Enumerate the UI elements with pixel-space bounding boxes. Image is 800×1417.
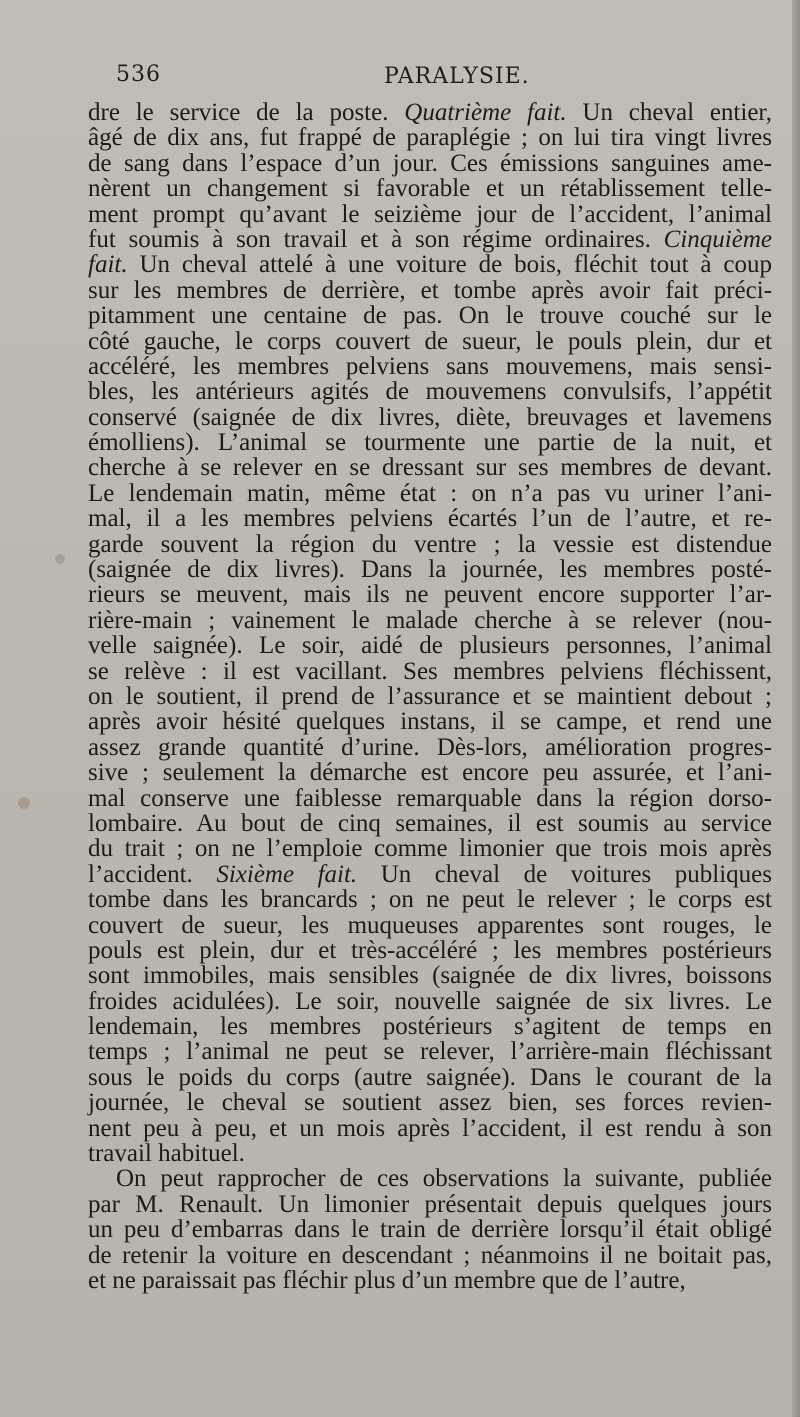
text-line: lendemain, les membres postérieurs s’agitent de temps en bbox=[88, 1013, 772, 1041]
page-edge-shadow bbox=[792, 0, 800, 1417]
text-line: on le soutient, il prend de l’assurance et se maintient debout ; bbox=[88, 682, 772, 710]
text-line: du trait ; on ne l’emploie comme limonier que trois mois après bbox=[88, 835, 772, 863]
text-line: fut soumis à son travail et à son régime ordinaires. Cinquième bbox=[88, 225, 772, 253]
text-line: accéléré, les membres pelviens sans mouvemens, mais sensi- bbox=[88, 352, 772, 380]
text-line: et ne paraissait pas fléchir plus d’un membre que de l’autre, bbox=[88, 1266, 686, 1294]
text-line: pitamment une centaine de pas. On le trouve couché sur le bbox=[88, 302, 772, 330]
text-line: fait. Un cheval attelé à une voiture de bois, fléchit tout à coup bbox=[88, 251, 772, 279]
text-line: sur les membres de derrière, et tombe après avoir fait préci- bbox=[88, 276, 772, 304]
text-line: mal, il a les membres pelviens écartés l’un de l’autre, et re- bbox=[88, 505, 772, 533]
text-line: velle saignée). Le soir, aidé de plusieurs personnes, l’animal bbox=[88, 632, 772, 660]
text-line: sive ; seulement la démarche est encore peu assurée, et l’ani- bbox=[88, 759, 772, 787]
text-line: pouls est plein, dur et très-accéléré ; les membres postérieurs bbox=[88, 936, 772, 964]
text-line: Le lendemain matin, même état : on n’a pas vu uriner l’ani- bbox=[88, 479, 772, 507]
text-line: l’accident. Sixième fait. Un cheval de voitures publiques bbox=[88, 860, 772, 888]
text-line: lombaire. Au bout de cinq semaines, il est soumis au service bbox=[88, 809, 772, 837]
text-line: émolliens). L’animal se tourmente une partie de la nuit, et bbox=[88, 429, 772, 457]
text-line: On peut rapprocher de ces observations la suivante, publiée bbox=[116, 1165, 772, 1193]
body-text bbox=[88, 100, 772, 1293]
text-line: journée, le cheval se soutient assez bien, ses forces revien- bbox=[88, 1089, 772, 1117]
text-line: garde souvent la région du ventre ; la vessie est distendue bbox=[88, 530, 772, 558]
text-line: âgé de dix ans, fut frappé de paraplégie ; on lui tira vingt livres bbox=[88, 124, 772, 152]
text-line: de sang dans l’espace d’un jour. Ces émissions sanguines ame- bbox=[88, 149, 772, 177]
text-line: nèrent un changement si favorable et un rétablissement telle- bbox=[88, 175, 772, 203]
text-line: cherche à se relever en se dressant sur ses membres de devant. bbox=[88, 454, 772, 482]
text-line: un peu d’embarras dans le train de derrière lorsqu’il était obligé bbox=[88, 1216, 772, 1244]
paragraph bbox=[88, 1166, 772, 1293]
paper-stain bbox=[18, 797, 30, 809]
paper-stain bbox=[55, 554, 65, 564]
text-line: rière-main ; vainement le malade cherche à se relever (nou- bbox=[88, 606, 772, 634]
running-header bbox=[116, 62, 676, 96]
text-line: assez grande quantité d’urine. Dès-lors, amélioration progres- bbox=[88, 733, 772, 761]
text-line: travail habituel. bbox=[88, 1140, 245, 1168]
text-line: côté gauche, le corps couvert de sueur, le pouls plein, dur et bbox=[88, 327, 772, 355]
text-line: nent peu à peu, et un mois après l’accident, il est rendu à son bbox=[88, 1114, 772, 1142]
paragraph bbox=[88, 100, 772, 1166]
text-line: temps ; l’animal ne peut se relever, l’arrière-main fléchissant bbox=[88, 1038, 772, 1066]
text-line: bles, les antérieurs agités de mouvemens convulsifs, l’appétit bbox=[88, 378, 772, 406]
text-line: (saignée de dix livres). Dans la journée, les membres posté- bbox=[88, 556, 772, 584]
text-line: par M. Renault. Un limonier présentait depuis quelques jours bbox=[88, 1190, 772, 1218]
running-title: PARALYSIE. bbox=[384, 64, 530, 89]
page-number: 536 bbox=[116, 62, 161, 87]
text-line: couvert de sueur, les muqueuses apparentes sont rouges, le bbox=[88, 911, 772, 939]
text-line: se relève : il est vacillant. Ses membres pelviens fléchissent, bbox=[88, 657, 772, 685]
text-line: sous le poids du corps (autre saignée). Dans le courant de la bbox=[88, 1063, 772, 1091]
text-line: froides acidulées). Le soir, nouvelle saignée de six livres. Le bbox=[88, 987, 772, 1015]
text-line: tombe dans les brancards ; on ne peut le relever ; le corps est bbox=[88, 886, 772, 914]
text-line: de retenir la voiture en descendant ; néanmoins il ne boitait pas, bbox=[88, 1241, 772, 1269]
text-line: sont immobiles, mais sensibles (saignée de dix livres, boissons bbox=[88, 962, 772, 990]
text-line: dre le service de la poste. Quatrième fait. Un cheval entier, bbox=[88, 99, 772, 126]
text-line: mal conserve une faiblesse remarquable dans la région dorso- bbox=[88, 784, 772, 812]
text-line: conservé (saignée de dix livres, diète, breuvages et lavemens bbox=[88, 403, 772, 431]
text-line: ment prompt qu’avant le seizième jour de l’accident, l’animal bbox=[88, 200, 772, 228]
text-line: après avoir hésité quelques instans, il se campe, et rend une bbox=[88, 708, 772, 736]
text-line: rieurs se meuvent, mais ils ne peuvent encore supporter l’ar- bbox=[88, 581, 772, 609]
